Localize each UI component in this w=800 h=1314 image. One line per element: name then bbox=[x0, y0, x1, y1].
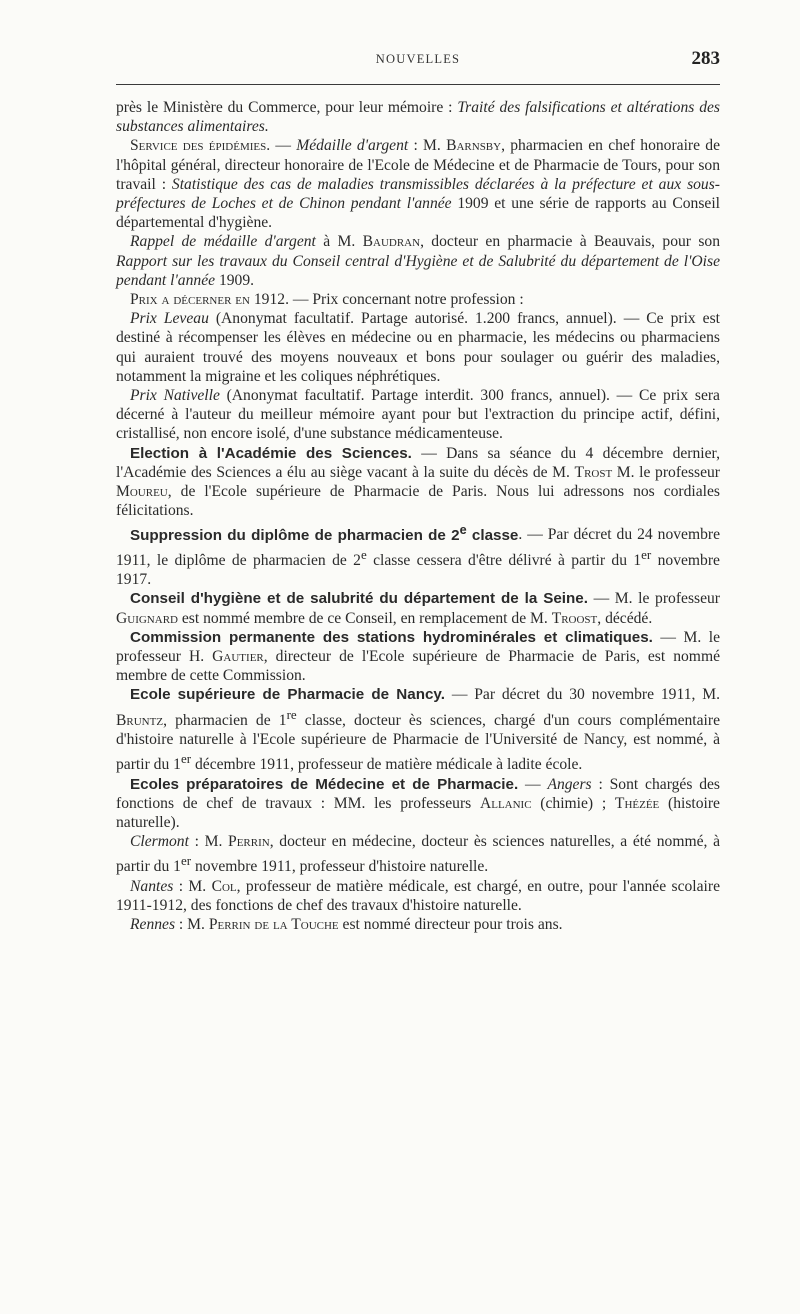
paragraph-prizes bbox=[116, 290, 720, 309]
person-name: Troost bbox=[551, 609, 598, 627]
person-name: Barnsby bbox=[446, 137, 502, 155]
section-commission bbox=[116, 628, 720, 686]
superscript: e bbox=[459, 522, 467, 537]
superscript: e bbox=[360, 546, 367, 562]
paragraph-prix-nativelle bbox=[116, 386, 720, 444]
person-name: Guignard bbox=[116, 609, 178, 627]
person-name: Perrin bbox=[228, 833, 270, 851]
text: , de l'Ecole supérieure de Pharmacie de Paris. Nous lui adressons nos cordiales félicitations. bbox=[116, 483, 720, 520]
text: — M. le professeur H. bbox=[116, 628, 720, 665]
paragraph-nantes bbox=[116, 877, 720, 915]
text: — bbox=[270, 137, 297, 155]
text: , décédé. bbox=[597, 609, 653, 627]
text: — Dans sa séance du 4 décembre dernier, l'Académie des Sciences a élu au siège vacant à la suite du décès de M. bbox=[116, 444, 720, 481]
work-title: Rapport sur les travaux du Conseil central d'Hygiène et de Salubrité du département de l'Oise pendant l'année bbox=[116, 252, 720, 289]
page-header bbox=[116, 48, 720, 74]
paragraph-continuation bbox=[116, 98, 720, 136]
section-academie bbox=[116, 444, 720, 521]
text: , professeur de matière médicale, est chargé, en outre, pour l'année scolaire 1911-1912, des fonctions de chef des travaux d'histoire naturelle. bbox=[116, 877, 720, 914]
article-body bbox=[116, 98, 720, 934]
person-name: Gautier bbox=[212, 647, 264, 665]
person-name: Baudran bbox=[362, 233, 421, 251]
city-name: Clermont bbox=[130, 833, 189, 851]
text: : M. bbox=[408, 137, 447, 155]
person-name: Col bbox=[211, 877, 237, 895]
person-name: Moureu bbox=[116, 483, 168, 501]
text: classe, docteur ès sciences, chargé d'un cours complémentaire d'histoire naturelle à l'Ecole supérieure de Pharmacie de l'Université de Nancy, est nommé, à partir du 1 bbox=[116, 711, 720, 774]
person-name: Thézée bbox=[614, 794, 660, 812]
section-heading bbox=[130, 522, 519, 544]
prize-name: Prix Leveau bbox=[130, 310, 209, 328]
prize-name: Prix Nativelle bbox=[130, 387, 220, 405]
text: à M. bbox=[315, 233, 363, 251]
text: près le Ministère du Commerce, pour leur mémoire : bbox=[116, 99, 458, 116]
paragraph-rennes bbox=[116, 915, 720, 934]
text: M. le professeur bbox=[612, 463, 720, 481]
text: 1909 et une série de rapports au Conseil départemental d'hygiène. bbox=[116, 195, 720, 232]
section-heading: Conseil d'hygiène et de salubrité du département de la Seine. bbox=[130, 590, 588, 608]
text: , pharmacien en chef honoraire de l'hôpital général, directeur honoraire de l'Ecole de Médecine et de Pharmacie de Tours, pour son travail : bbox=[116, 137, 721, 193]
text: , pharmacien de 1 bbox=[163, 711, 287, 729]
running-title: NOUVELLES bbox=[375, 52, 461, 66]
service-label: Service des épidémies. bbox=[130, 137, 271, 155]
paragraph-prix-leveau bbox=[116, 309, 720, 386]
paragraph-clermont bbox=[116, 832, 720, 877]
person-name: Trost bbox=[574, 463, 613, 481]
text: , directeur de l'Ecole supérieure de Pharmacie de Paris, est nommé membre de cette Commission. bbox=[116, 647, 720, 685]
text: est nommé membre de ce Conseil, en remplacement de M. bbox=[177, 609, 552, 627]
work-title: Statistique des cas de maladies transmissibles déclarées à la préfecture et aux sous-préfectures de Loches et de Chinon pendant l'année bbox=[116, 175, 720, 213]
text: : M. bbox=[188, 833, 229, 851]
paragraph-epidemics bbox=[116, 136, 720, 232]
section-nancy bbox=[116, 685, 720, 774]
paragraph-rappel bbox=[116, 232, 720, 290]
medal-label: Médaille d'argent bbox=[296, 137, 409, 155]
city-name: Angers bbox=[547, 775, 592, 793]
text: : M. bbox=[173, 877, 212, 895]
page-number: 283 bbox=[691, 48, 720, 69]
section-conseil-hygiene bbox=[116, 589, 720, 627]
header-rule bbox=[116, 84, 720, 85]
text: — Par décret du 30 novembre 1911, M. bbox=[444, 686, 721, 704]
person-name: Allanic bbox=[479, 794, 532, 812]
heading-text: classe bbox=[466, 526, 519, 544]
person-name: Bruntz bbox=[116, 711, 164, 729]
superscript: er bbox=[180, 853, 192, 869]
city-name: Nantes bbox=[130, 877, 174, 895]
text: , docteur en pharmacie à Beauvais, pour son bbox=[420, 233, 720, 251]
text: — M. le professeur bbox=[587, 590, 720, 608]
section-suppression bbox=[116, 520, 720, 589]
prize-section-label: Prix a décerner en bbox=[130, 291, 250, 309]
text: classe cessera d'être délivré à partir du 1 bbox=[366, 551, 642, 569]
text: 1909. bbox=[215, 271, 255, 289]
text: : M. bbox=[175, 916, 209, 934]
text: — bbox=[518, 775, 548, 793]
text: : Sont chargés des fonctions de chef de travaux : MM. les professeurs bbox=[116, 775, 721, 812]
heading-text: Suppression du diplôme de pharmacien de 2 bbox=[130, 526, 460, 544]
city-name: Rennes bbox=[130, 916, 176, 934]
section-heading: Ecole supérieure de Pharmacie de Nancy. bbox=[130, 686, 445, 704]
medal-label: Rappel de médaille d'argent bbox=[130, 233, 316, 251]
text: , docteur en médecine, docteur ès sciences naturelles, a été nommé, à partir du 1 bbox=[116, 833, 720, 876]
text: (chimie) ; bbox=[531, 794, 615, 812]
section-heading: Election à l'Académie des Sciences. bbox=[130, 444, 412, 462]
text: décembre 1911, professeur de matière médicale à ladite école. bbox=[191, 756, 583, 774]
person-name: Perrin de la Touche bbox=[208, 916, 339, 934]
text: novembre 1917. bbox=[116, 551, 720, 589]
text: 1912. — Prix concernant notre profession : bbox=[249, 291, 524, 309]
text: (Anonymat facultatif. Partage interdit. 300 francs, annuel). — Ce prix sera décerné à l'auteur du meilleur mémoire ayant pour but l'extraction du principe actif, défini, cristallisé, non encore isolé, d'une substance médicamenteuse. bbox=[116, 387, 720, 443]
text: est nommé directeur pour trois ans. bbox=[338, 916, 563, 934]
text: . — Par décret du 24 novembre 1911, le diplôme de pharmacien de 2 bbox=[116, 526, 720, 569]
section-heading: Ecoles préparatoires de Médecine et de Pharmacie. bbox=[130, 775, 519, 793]
text: (histoire naturelle). bbox=[116, 794, 720, 831]
text: novembre 1911, professeur d'histoire naturelle. bbox=[191, 858, 489, 876]
section-heading: Commission permanente des stations hydrominérales et climatiques. bbox=[130, 628, 653, 646]
superscript: er bbox=[641, 546, 652, 562]
memoir-title: Traité des falsifications et altérations des substances alimentaires. bbox=[116, 99, 720, 136]
superscript: er bbox=[180, 751, 192, 767]
text: (Anonymat facultatif. Partage autorisé. 1.200 francs, annuel). — Ce prix est destiné à récompenser les élèves en médecine ou en pharmacie, les médecins ou pharmaciens qui auraient trouvé des moyens nouveaux et bons pour soulager ou guérir des maladies, notamment la migraine et les coliques néphrétiques. bbox=[116, 310, 720, 385]
superscript: re bbox=[286, 706, 297, 722]
section-ecoles-preparatoires bbox=[116, 775, 720, 833]
